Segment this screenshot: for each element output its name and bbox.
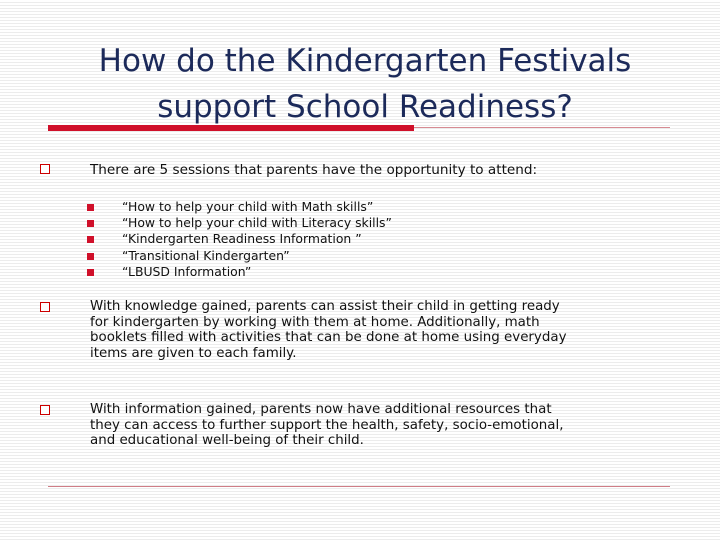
filled-square-bullet-icon: [87, 269, 94, 276]
bullet-3-paragraph: [90, 402, 670, 449]
filled-square-bullet-icon: [87, 204, 94, 211]
footer-rule: [48, 486, 670, 487]
hollow-square-bullet-icon: [40, 164, 50, 174]
title-underline-accent: [48, 125, 414, 131]
slide-title-line-1: How do the Kindergarten Festivals: [98, 43, 632, 79]
slide-title: [40, 38, 690, 130]
filled-square-bullet-icon: [87, 220, 94, 227]
filled-square-bullet-icon: [87, 253, 94, 260]
paragraph-line: booklets filled with activities that can be done at home using everyday: [90, 330, 567, 346]
filled-square-bullet-icon: [87, 236, 94, 243]
session-item-5: “LBUSD Information”: [122, 264, 252, 279]
paragraph-line: With knowledge gained, parents can assist their child in getting ready: [90, 299, 560, 314]
bullet-1-text: There are 5 sessions that parents have the opportunity to attend:: [90, 162, 538, 178]
hollow-square-bullet-icon: [40, 302, 50, 312]
session-item-1: “How to help your child with Math skills”: [122, 199, 374, 214]
paragraph-line: With information gained, parents now have additional resources that: [90, 402, 552, 417]
paragraph-line: and educational well-being of their child.: [90, 433, 364, 449]
paragraph-line: for kindergarten by working with them at home. Additionally, math: [90, 314, 540, 330]
title-underline-thin: [414, 127, 670, 128]
paragraph-line: items are given to each family.: [90, 345, 297, 361]
session-item-3: “Kindergarten Readiness Information ”: [122, 231, 362, 246]
hollow-square-bullet-icon: [40, 405, 50, 415]
paragraph-line: they can access to further support the health, safety, socio-emotional,: [90, 417, 564, 433]
session-item-2: “How to help your child with Literacy skills”: [122, 215, 392, 230]
session-item-4: “Transitional Kindergarten”: [122, 248, 290, 263]
slide-title-line-2: support School Readiness?: [157, 89, 573, 125]
bullet-2-paragraph: [90, 299, 670, 361]
